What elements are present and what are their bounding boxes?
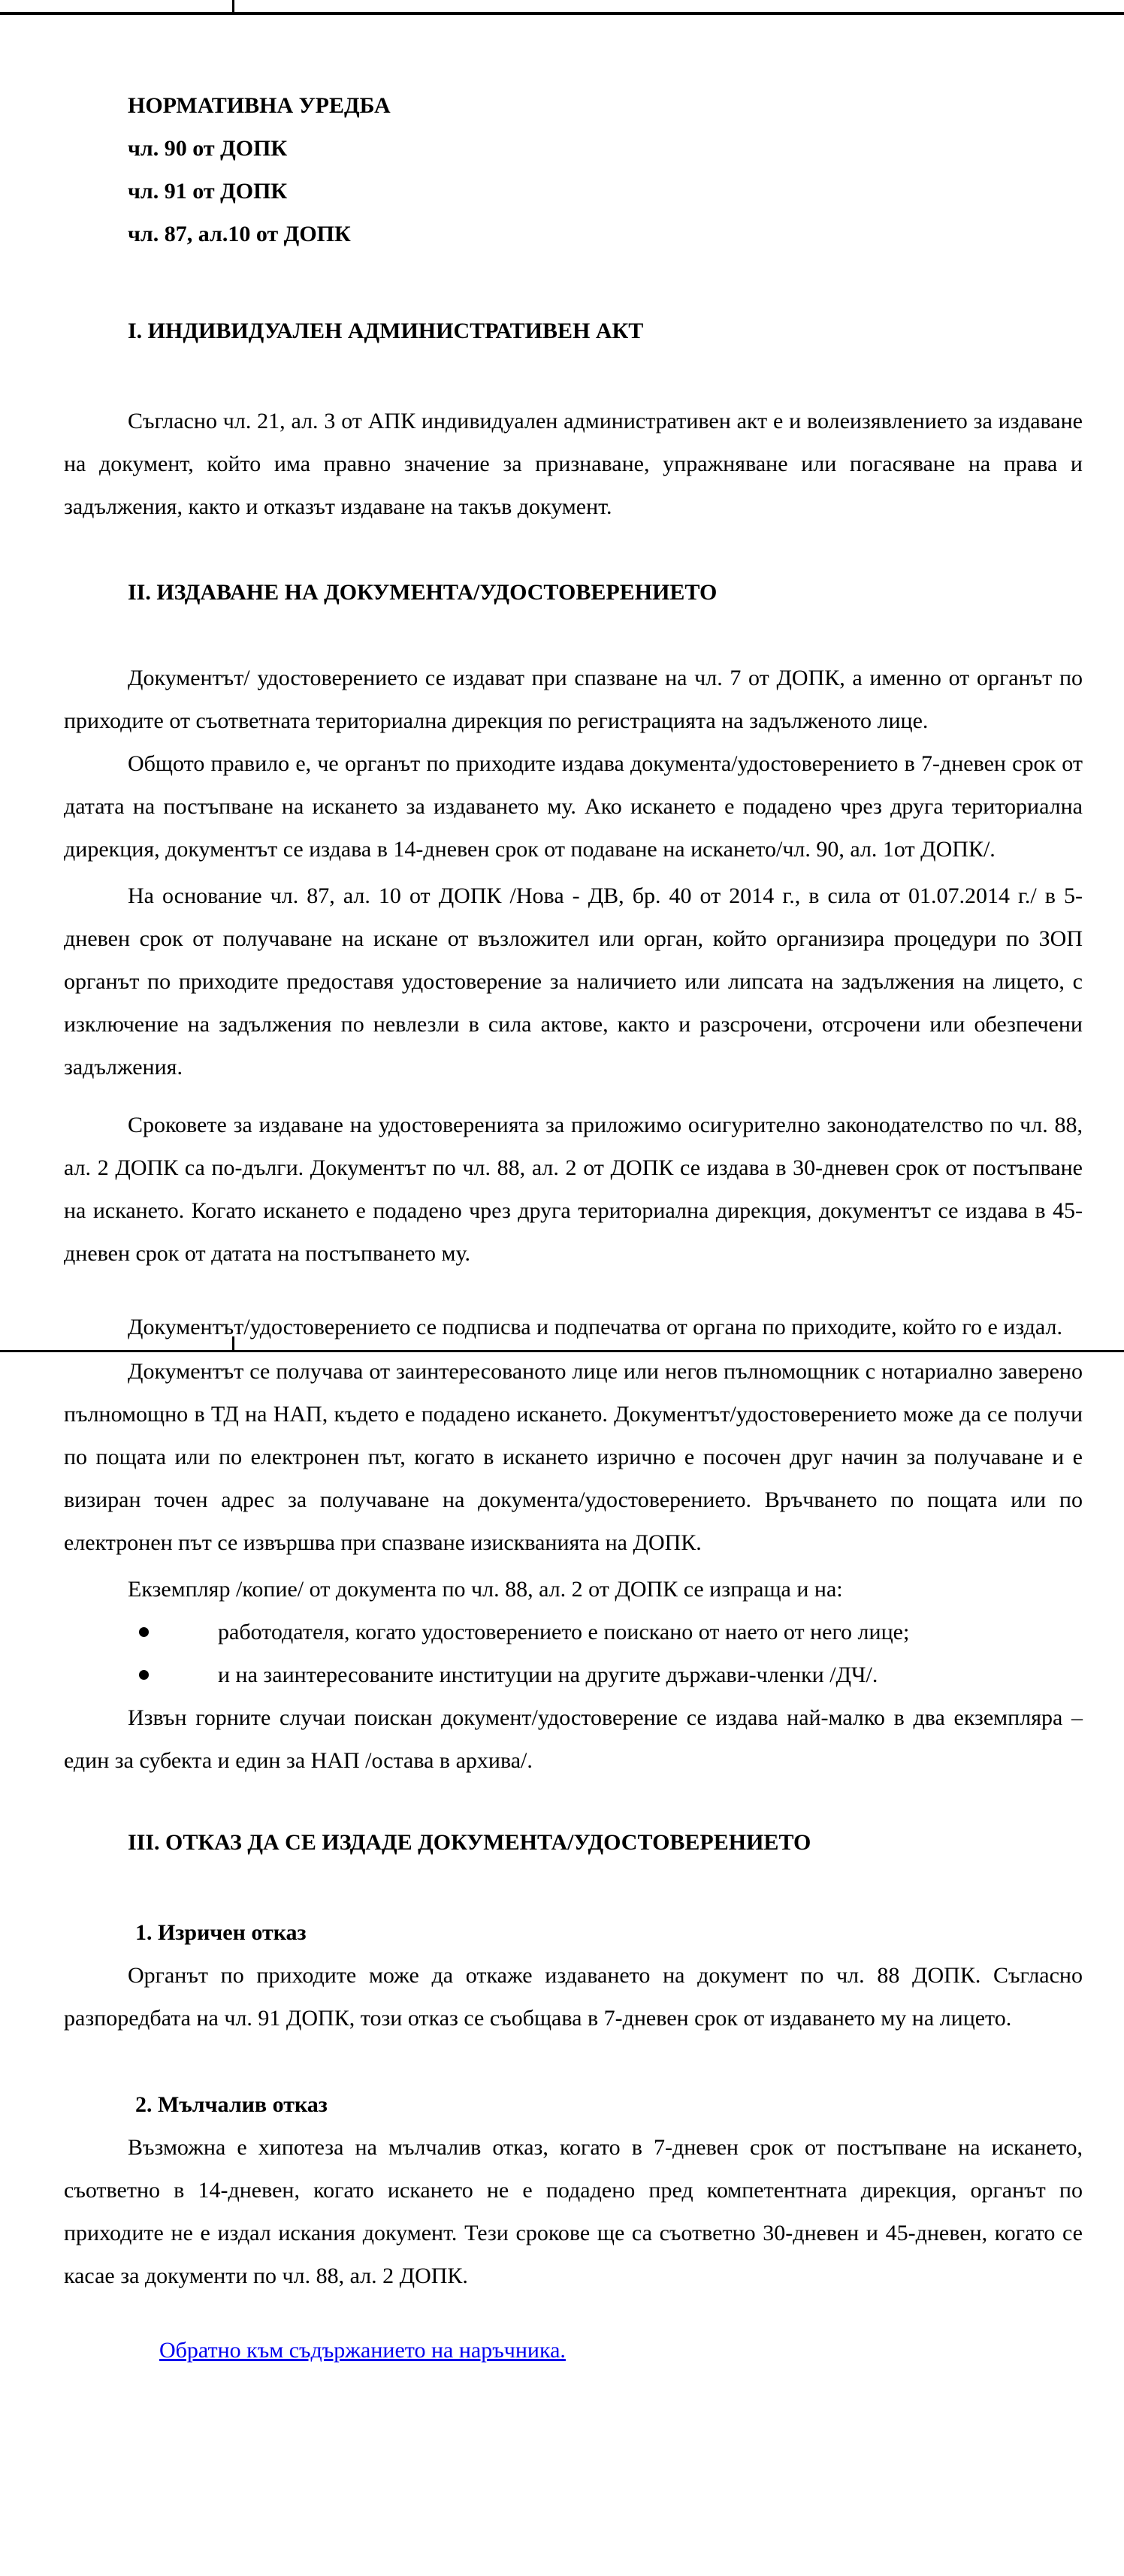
footer-link-line [159, 2329, 1083, 2372]
section3-sub2-heading: 2. Мълчалив отказ [135, 2092, 328, 2117]
section2-paragraph-6: Документът се получава от заинтересованото лице или негов пълномощник с нотариално заверено пълномощно в ТД на НАП, където е подадено искането. Документът/удостоверението може да се получи по пощата или по електронен път, когато в искането изрично е посочен друг начин за получаване и е визиран точен адрес за получаване на документа/удостоверението. Връчването по пощата или по електронен път се извършва при спазване изискванията на ДОПК. [64, 1359, 1083, 1555]
list-item-employer: работодателя, когато удостоверението е поискано от наето от него лице; [64, 1611, 1083, 1653]
section3-sub2-paragraph: Възможна е хипотеза на мълчалив отказ, когато в 7-дневен срок от постъпване на искането, съответно в 14-дневен, когато искането не е подадено пред компетентната дирекция, органът по приходите не е издал искания документ. Тези срокове ще са съответно 30-дневен и 45-дневен, когато се касае за документи по чл. 88, ал. 2 ДОПК. [64, 2135, 1083, 2288]
section2-paragraph-3: На основание чл. 87, ал. 10 от ДОПК /Нова - ДВ, бр. 40 от 2014 г., в сила от 01.07.2014 г./ в 5-дневен срок от получаване на искане от възложител или орган, който организира процедури по ЗОП органът по приходите предоставя удостоверение за наличието или липсата на задължения на лицето, с изключение на задължения по невлезли в сила актове, както и разсрочени, отсрочени или обезпечени задължения. [64, 883, 1083, 1080]
normative-article-87: чл. 87, ал.10 от ДОПК [128, 222, 351, 246]
page-break-line-top [0, 12, 1124, 15]
page-break-tick-top [232, 0, 234, 12]
section3-sub1-paragraph: Органът по приходите може да откаже издаването на документ по чл. 88 ДОПК. Съгласно разпоредбата на чл. 91 ДОПК, този отказ се съобщава в 7-дневен срок от издаването му на лицето. [64, 1963, 1083, 2031]
section2-paragraph-5: Документът/удостоверението се подписва и подпечатва от органа по приходите, който го е издал. [128, 1315, 1062, 1339]
list-item-member-states: и на заинтересованите институции на другите държави-членки /ДЧ/. [64, 1653, 1083, 1696]
section2-paragraph-7: Екземпляр /копие/ от документа по чл. 88, ал. 2 от ДОПК се изпраща и на: [128, 1577, 843, 1602]
section1-heading: I. ИНДИВИДУАЛЕН АДМИНИСТРАТИВЕН АКТ [128, 319, 644, 343]
section2-paragraph-1: Документът/ удостоверението се издават при спазване на чл. 7 от ДОПК, а именно от органът по приходите от съответната териториална дирекция по регистрацията на задълженото лице. [64, 666, 1083, 733]
section2-paragraph-8: Извън горните случаи поискан документ/удостоверение се издава най-малко в два екземпляра – един за субекта и един за НАП /остава в архива/. [64, 1705, 1083, 1773]
section3-sub1-heading: 1. Изричен отказ [135, 1920, 307, 1945]
normative-article-90: чл. 90 от ДОПК [128, 136, 288, 161]
document-content [64, 84, 1083, 2372]
normative-title-line: НОРМАТИВНА УРЕДБА [128, 93, 391, 118]
section1-paragraph: Съгласно чл. 21, ал. 3 от АПК индивидуален административен акт е и волеизявлението за издаване на документ, който има правно значение за признаване, упражняване или погасяване на права и задължения, както и отказът издаване на такъв документ. [64, 409, 1083, 519]
section2-paragraph-4: Сроковете за издаване на удостоверенията за приложимо осигурително законодателство по чл. 88, ал. 2 ДОПК са по-дълги. Документът по чл. 88, ал. 2 от ДОПК се издава в 30-дневен срок от постъпване на искането. Когато искането е подадено чрез друга териториална дирекция, документът се издава в 45-дневен срок от датата на постъпването му. [64, 1113, 1083, 1266]
section2-paragraph-2: Общото правило е, че органът по приходите издава документа/удостоверението в 7-дневен срок от датата на постъпване на искането за издаването му. Ако искането е подадено чрез друга териториална дирекция, документът се издава в 14-дневен срок от подаване на искането/чл. 90, ал. 1от ДОПК/. [64, 751, 1083, 862]
normative-article-91: чл. 91 от ДОПК [128, 179, 288, 204]
section3-heading: III. ОТКАЗ ДА СЕ ИЗДАДЕ ДОКУМЕНТА/УДОСТОВЕРЕНИЕТО [128, 1830, 811, 1855]
section2-heading: II. ИЗДАВАНЕ НА ДОКУМЕНТА/УДОСТОВЕРЕНИЕТО [128, 580, 718, 605]
back-to-contents-link[interactable]: Обратно към съдържанието на наръчника. [159, 2338, 566, 2363]
